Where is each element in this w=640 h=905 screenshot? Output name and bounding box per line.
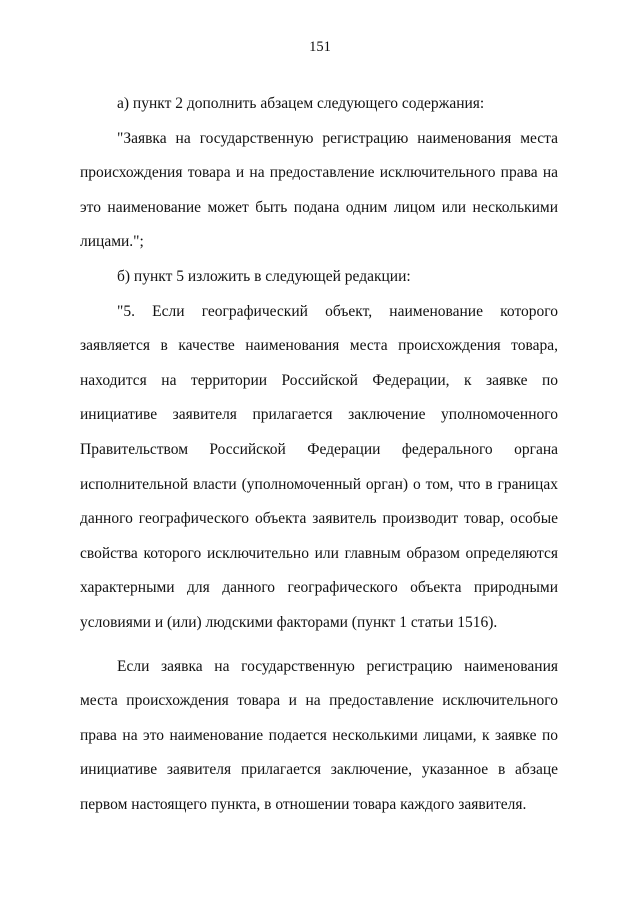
paragraph-item-5: "5. Если географический объект, наименование которого заявляется в качестве наименования места происхождения товара, находится на территории Российской Федерации, к заявке по инициативе заявителя прилагается заключение уполномоченного Правительством Российской Федерации федерального органа исполнительной власти (уполномоченный орган) о том, что в границах данного географического объекта заявитель производит товар, особые свойства которого исключительно или главным образом определяются характерными для данного географического объекта природными условиями и (или) людскими факторами (пункт 1 статьи 1516). bbox=[80, 302, 558, 631]
paragraph-quoted-application: "Заявка на государственную регистрацию наименования места происхождения товара и на предоставление исключительного права на это наименование может быть подана одним лицом или несколькими лицами."; bbox=[80, 129, 558, 251]
document-body bbox=[80, 87, 558, 822]
page-number: 151 bbox=[309, 39, 331, 55]
paragraph-amendment-a: а) пункт 2 дополнить абзацем следующего содержания: bbox=[117, 95, 485, 112]
paragraph-multiple-applicants: Если заявка на государственную регистрацию наименования места происхождения товара и на предоставление исключительного права на это наименование подается несколькими лицами, к заявке по инициативе заявителя прилагается заключение, указанное в абзаце первом настоящего пункта, в отношении товара каждого заявителя. bbox=[80, 657, 558, 813]
paragraph-amendment-b: б) пункт 5 изложить в следующей редакции: bbox=[117, 267, 411, 285]
